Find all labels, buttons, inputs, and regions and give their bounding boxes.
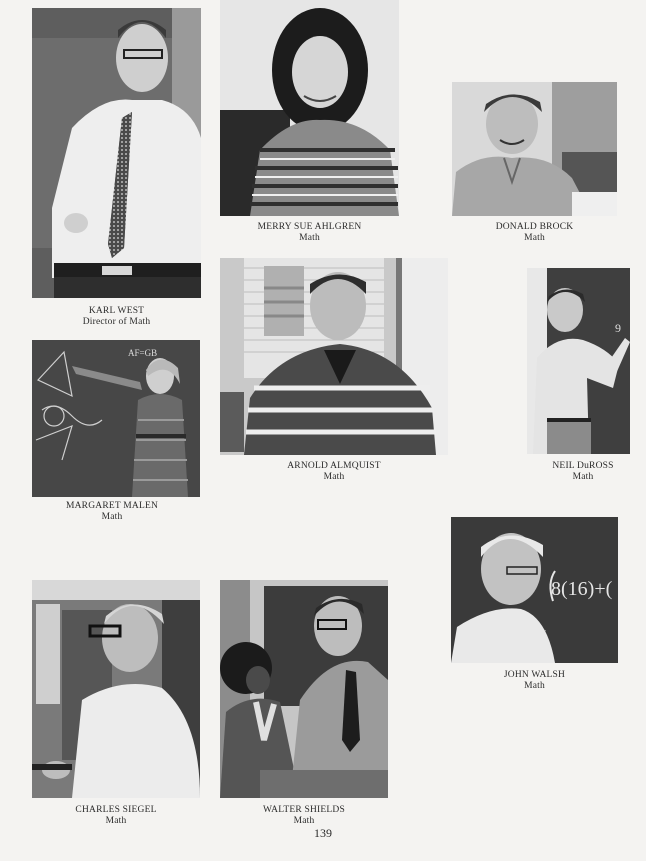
name-margaret-malen: MARGARET MALEN	[65, 501, 159, 511]
photo-john-walsh	[451, 517, 618, 663]
role-charles-siegel: Math	[105, 816, 127, 826]
photo-charles-siegel	[32, 580, 200, 798]
page-number: 139	[314, 826, 332, 840]
caption-karl-west	[32, 306, 201, 328]
role-merry-sue-ahlgren: Math	[299, 233, 320, 243]
photo-donald-brock	[452, 82, 617, 216]
role-arnold-almquist: Math	[323, 472, 345, 482]
name-merry-sue-ahlgren: MERRY SUE AHLGREN	[257, 222, 362, 232]
caption-john-walsh	[451, 670, 618, 692]
photo-walter-shields	[220, 580, 388, 798]
photo-merry-sue-ahlgren	[220, 0, 399, 216]
name-charles-siegel: CHARLES SIEGEL	[75, 805, 157, 815]
caption-donald-brock	[452, 222, 617, 244]
photo-margaret-malen	[32, 340, 200, 497]
caption-margaret-malen	[32, 501, 192, 523]
name-john-walsh: JOHN WALSH	[503, 670, 566, 680]
name-neil-duross: NEIL DuROSS	[552, 461, 614, 471]
role-walter-shields: Math	[293, 816, 315, 826]
caption-charles-siegel	[32, 805, 200, 827]
role-donald-brock: Math	[524, 233, 545, 243]
photo-arnold-almquist	[220, 258, 448, 455]
name-walter-shields: WALTER SHIELDS	[263, 805, 345, 815]
role-karl-west: Director of Math	[82, 317, 151, 327]
name-karl-west: KARL WEST	[88, 306, 145, 316]
chalk-text-malen: AF=GB	[128, 348, 158, 358]
caption-arnold-almquist	[220, 461, 448, 483]
caption-merry-sue-ahlgren	[220, 222, 399, 244]
name-donald-brock: DONALD BROCK	[495, 222, 574, 232]
name-arnold-almquist: ARNOLD ALMQUIST	[287, 461, 381, 471]
role-john-walsh: Math	[524, 681, 545, 691]
role-margaret-malen: Math	[101, 512, 123, 522]
photo-karl-west	[32, 8, 201, 298]
caption-neil-duross	[527, 461, 639, 483]
caption-walter-shields	[220, 805, 388, 827]
chalk-text-duross: 9	[615, 321, 621, 335]
photo-neil-duross	[527, 268, 630, 454]
chalk-text-walsh: 8(16)+(	[551, 578, 613, 600]
role-neil-duross: Math	[572, 472, 594, 482]
